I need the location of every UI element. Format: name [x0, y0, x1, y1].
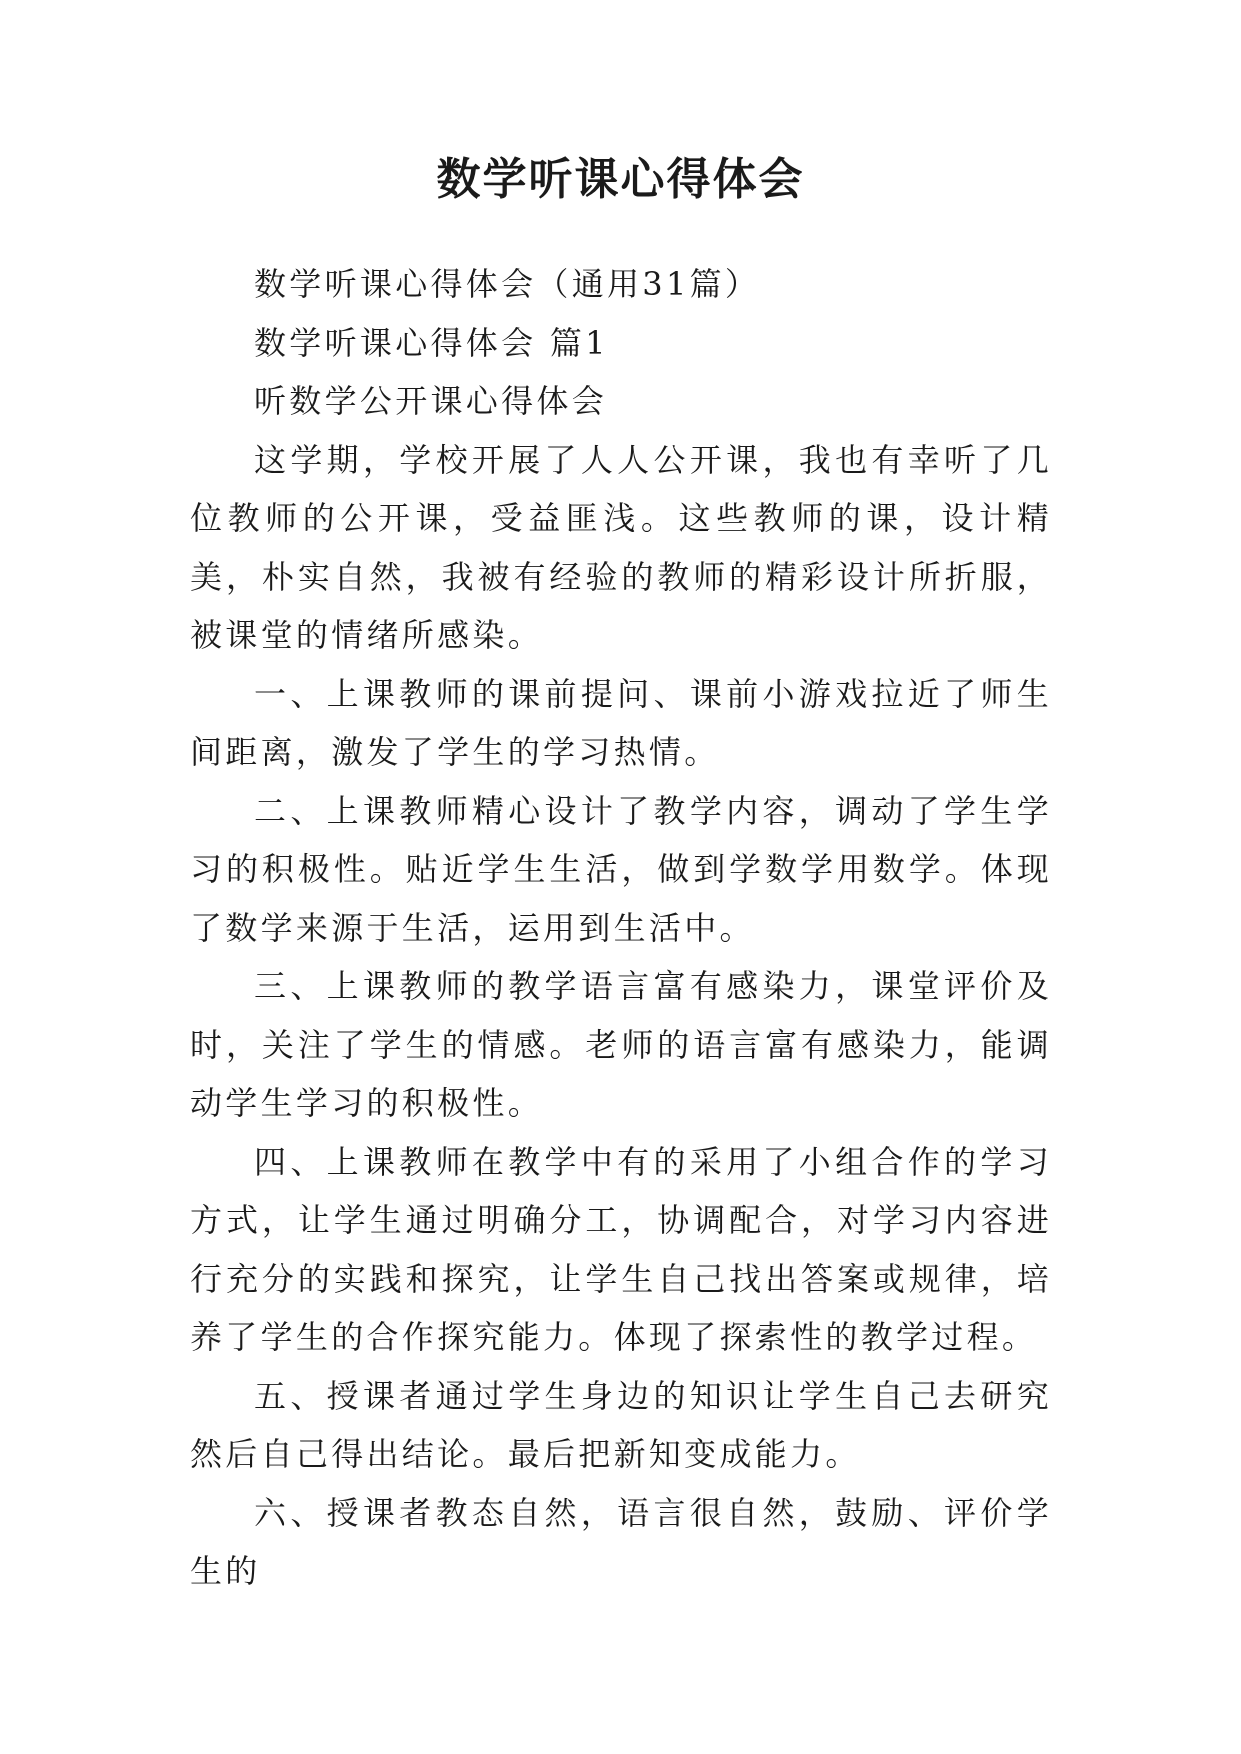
paragraph-point-6: 六、授课者教态自然，语言很自然，鼓励、评价学生的 [190, 1493, 1052, 1590]
document-body [190, 255, 1052, 1601]
paragraph-point-3: 三、上课教师的教学语言富有感染力，课堂评价及时，关注了学生的情感。老师的语言富有感染力，能调动学生学习的积极性。 [190, 967, 1052, 1122]
paragraph-point-5: 五、授课者通过学生身边的知识让学生自己去研究然后自己得出结论。最后把新知变成能力。 [190, 1376, 1052, 1473]
paragraph-subtitle: 数学听课心得体会（通用31篇） [254, 265, 761, 303]
paragraph-point-2: 二、上课教师精心设计了教学内容，调动了学生学习的积极性。贴近学生生活，做到学数学用数学。体现了数学来源于生活，运用到生活中。 [190, 791, 1052, 947]
paragraph-point-4: 四、上课教师在教学中有的采用了小组合作的学习方式，让学生通过明确分工，协调配合，对学习内容进行充分的实践和探究，让学生自己找出答案或规律，培养了学生的合作探究能力。体现了探索性的教学过程。 [190, 1142, 1052, 1356]
paragraph-article-title: 听数学公开课心得体会 [254, 382, 608, 420]
paragraph-intro: 这学期，学校开展了人人公开课，我也有幸听了几位教师的公开课，受益匪浅。这些教师的课，设计精美，朴实自然，我被有经验的教师的精彩设计所折服，被课堂的情绪所感染。 [190, 440, 1052, 654]
document-title: 数学听课心得体会 [436, 154, 805, 205]
paragraph-section-heading: 数学听课心得体会 篇1 [254, 323, 609, 362]
paragraph-point-1: 一、上课教师的课前提问、课前小游戏拉近了师生间距离，激发了学生的学习热情。 [190, 674, 1052, 771]
